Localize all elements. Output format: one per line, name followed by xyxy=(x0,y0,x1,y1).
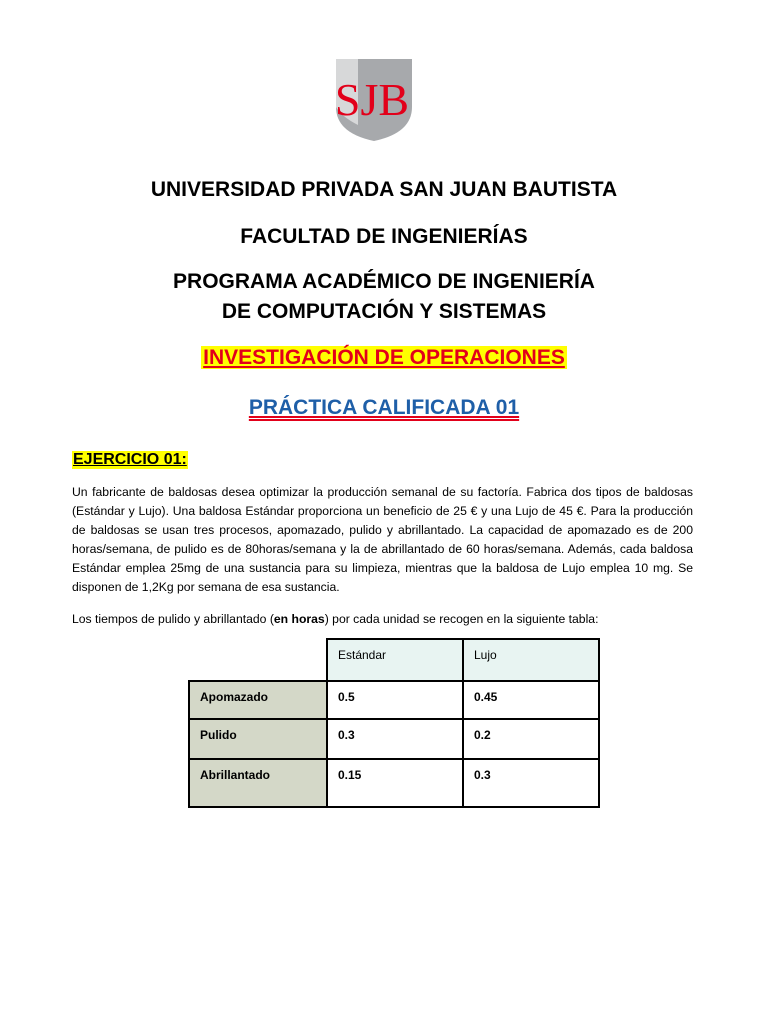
cell-standard: 0.15 xyxy=(327,759,463,807)
table-header-row xyxy=(189,639,599,681)
row-label: Abrillantado xyxy=(189,759,327,807)
practice-title-text: PRÁCTICA CALIFICADA 01 xyxy=(248,396,520,419)
row-label: Apomazado xyxy=(189,681,327,719)
course-title-text: INVESTIGACIÓN DE OPERACIONES xyxy=(203,346,565,369)
course-title xyxy=(0,346,768,370)
column-header-luxury: Lujo xyxy=(463,639,599,681)
university-name: UNIVERSIDAD PRIVADA SAN JUAN BAUTISTA xyxy=(150,178,618,201)
logo-lettering: SJB xyxy=(334,74,410,125)
cell-luxury: 0.2 xyxy=(463,719,599,759)
row-label: Pulido xyxy=(189,719,327,759)
table-corner xyxy=(189,639,327,681)
exercise-title: EJERCICIO 01: xyxy=(73,451,187,468)
table-intro-before: Los tiempos de pulido y abrillantado ( xyxy=(72,612,274,626)
table-intro xyxy=(72,610,693,629)
faculty-name: FACULTAD DE INGENIERÍAS xyxy=(240,225,528,248)
cell-standard: 0.5 xyxy=(327,681,463,719)
cell-luxury: 0.45 xyxy=(463,681,599,719)
program-line-2: DE COMPUTACIÓN Y SISTEMAS xyxy=(221,300,547,323)
table-intro-after: ) por cada unidad se recogen en la siguiente tabla: xyxy=(324,612,599,626)
times-table xyxy=(188,638,600,808)
table-row xyxy=(189,681,599,719)
university-logo xyxy=(328,55,420,143)
cell-standard: 0.3 xyxy=(327,719,463,759)
table-row xyxy=(189,719,599,759)
exercise-paragraph: Un fabricante de baldosas desea optimizar la producción semanal de su factoría. Fabrica dos tipos de baldosas (Estándar y Lujo). Una baldosa Estándar proporciona un beneficio de 25 € y una Lujo de 45 €. Para la producción de baldosas se usan tres procesos, apomazado, pulido y abrillantado. La capacidad de apomazado es de 200 horas/semana, de pulido es de 80horas/semana y la de abrillantado de 60 horas/semana. Además, cada baldosa Estándar emplea 25mg de una sustancia para su limpieza, mientras que la baldosa de Lujo emplea 10 mg. Se disponen de 1,2Kg por semana de esa sustancia. xyxy=(72,485,693,594)
cell-luxury: 0.3 xyxy=(463,759,599,807)
program-line-1: PROGRAMA ACADÉMICO DE INGENIERÍA xyxy=(173,270,595,293)
practice-title xyxy=(0,396,768,420)
column-header-standard: Estándar xyxy=(327,639,463,681)
table-intro-bold: en horas xyxy=(273,612,325,626)
table-row xyxy=(189,759,599,807)
